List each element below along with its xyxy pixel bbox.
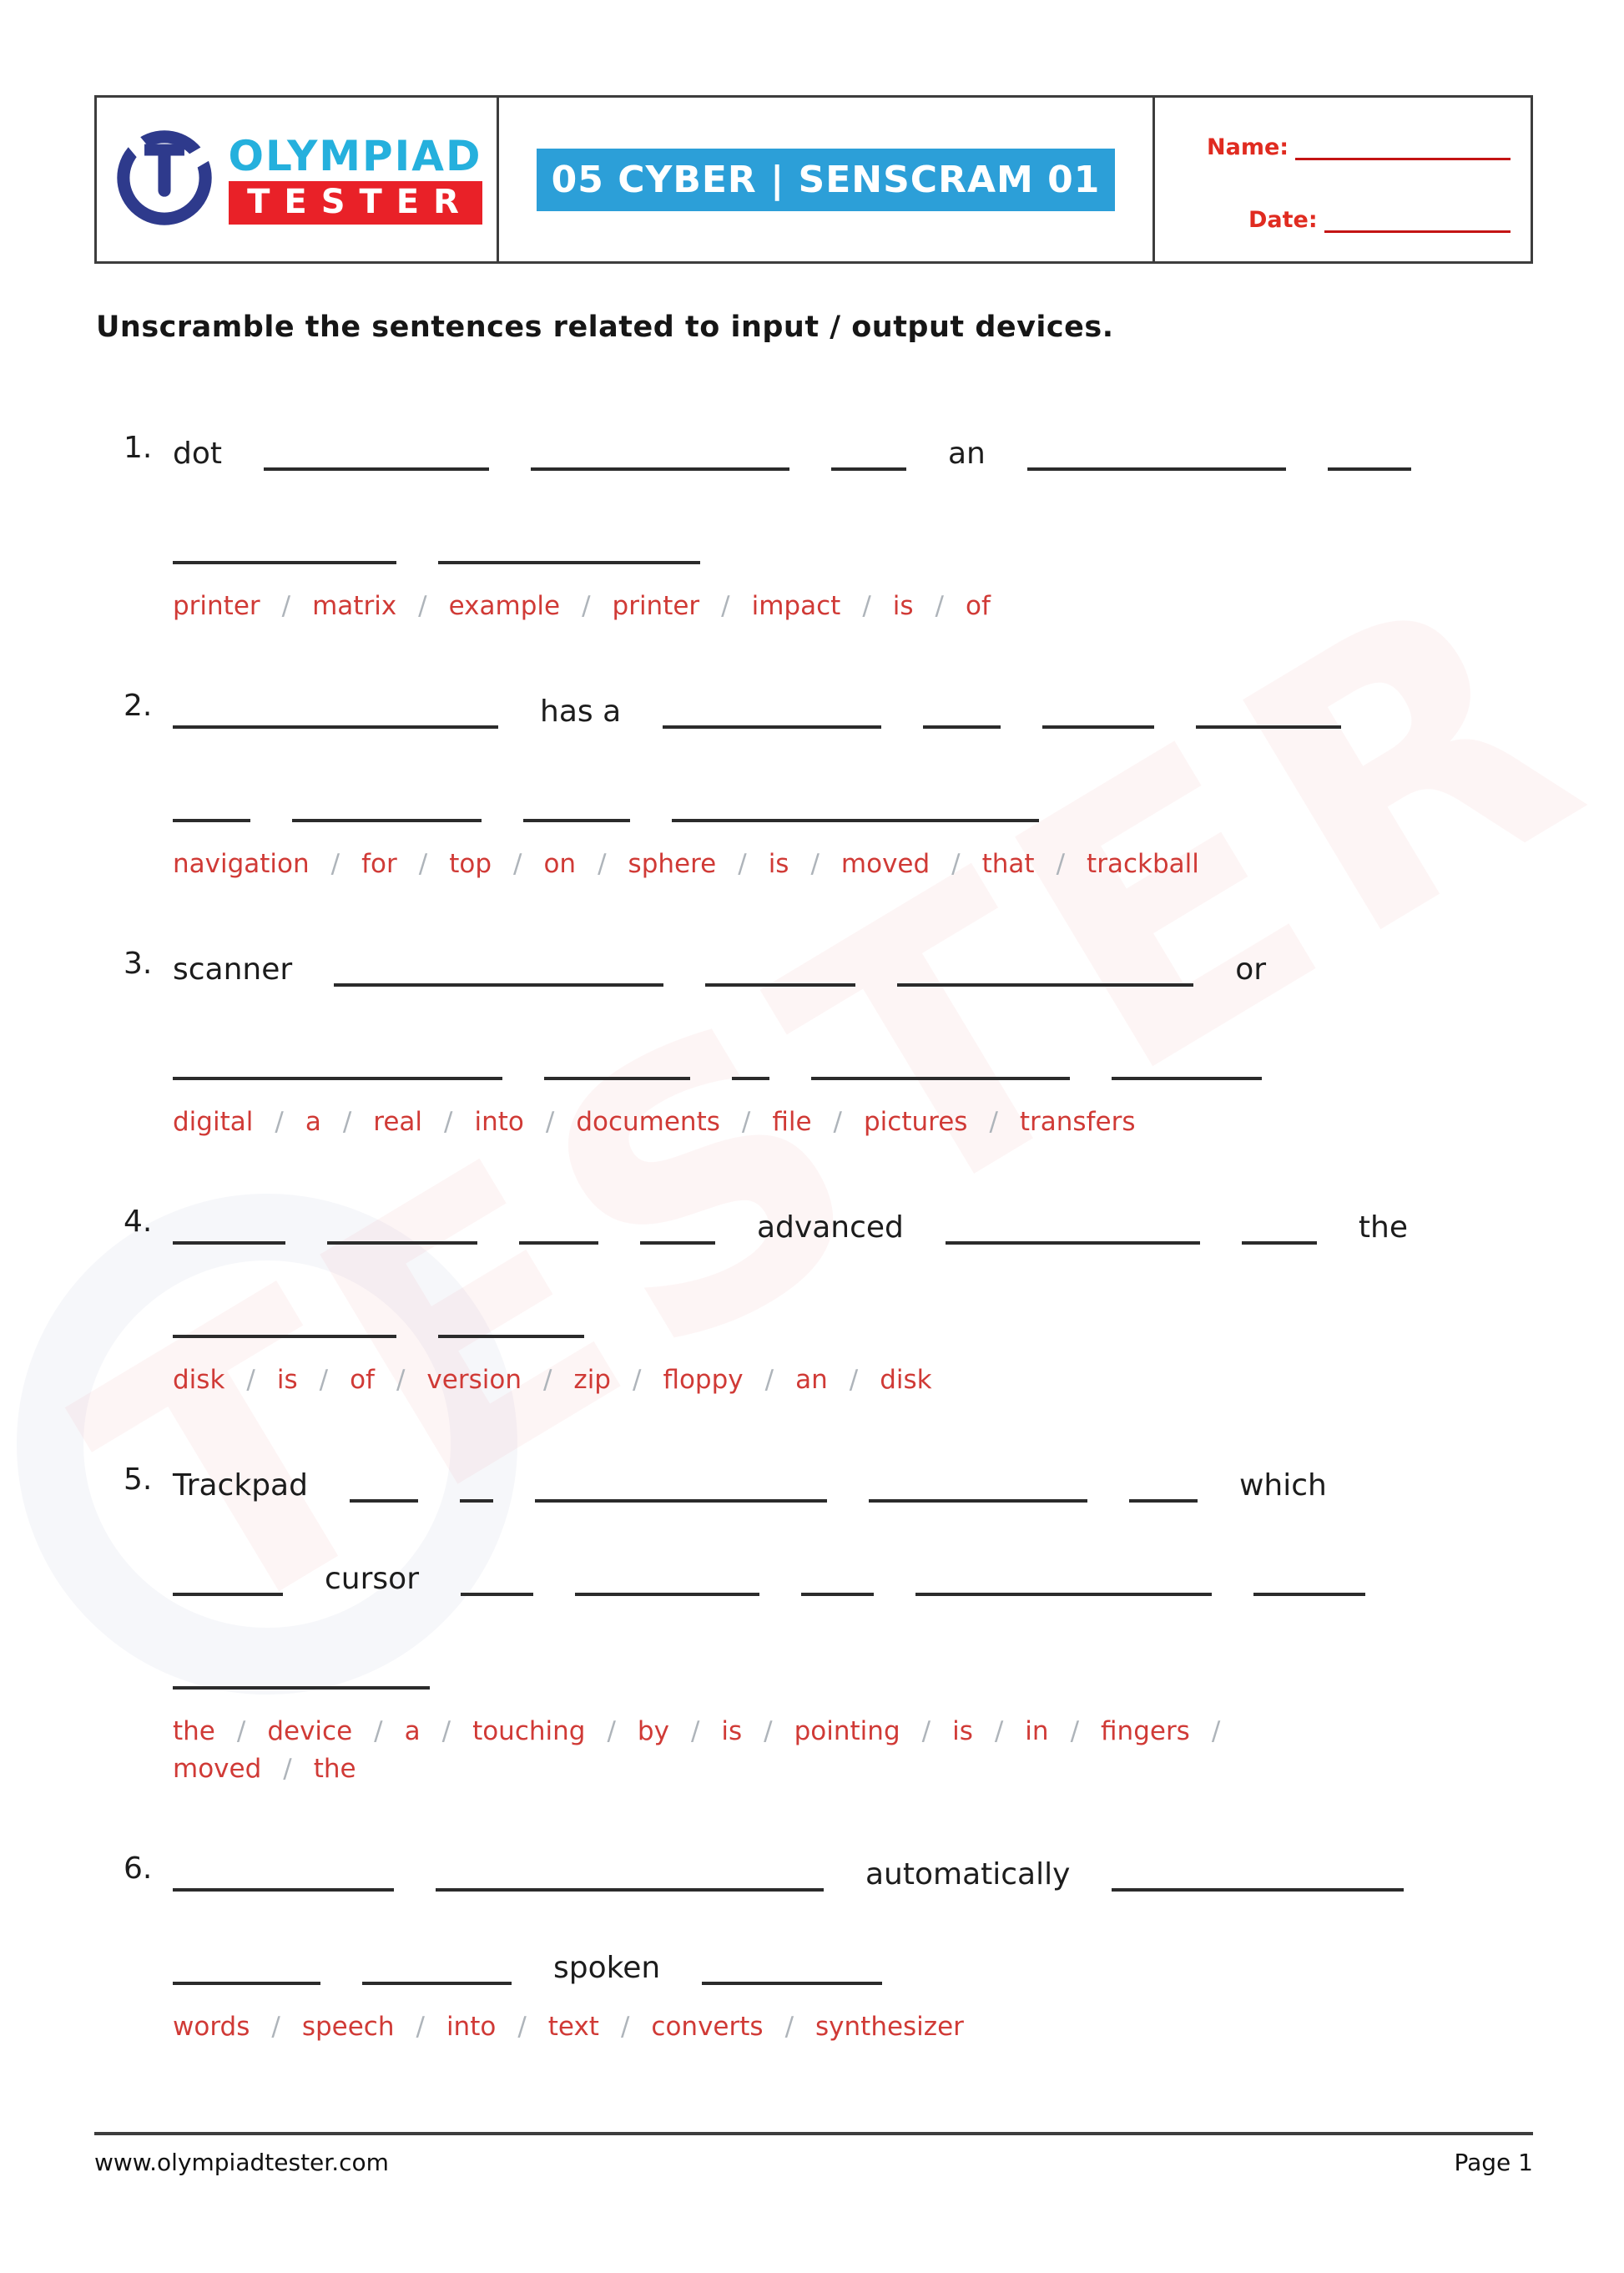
hint-separator: /: [271, 2012, 280, 2042]
question-word: or: [1235, 952, 1267, 987]
date-label: Date:: [1248, 207, 1318, 233]
hint-word: printer: [612, 591, 700, 621]
question-word: an: [948, 436, 986, 471]
answer-blank: [702, 1977, 882, 1985]
hint-separator: /: [935, 591, 944, 621]
hint-word: speech: [301, 2012, 395, 2042]
footer: [94, 2149, 1533, 2176]
answer-blank: [173, 1236, 285, 1245]
brand-tester-text: TESTER: [229, 181, 482, 225]
hint-word: into: [446, 2012, 497, 2042]
footer-page-number: Page 1: [1454, 2149, 1533, 2176]
hint-separator: /: [444, 1107, 453, 1137]
answer-blank: [173, 814, 250, 822]
question-word: Trackpad: [173, 1467, 308, 1503]
hint-word: for: [361, 849, 397, 879]
question-number: 4.: [124, 1205, 153, 1239]
answer-blank: [672, 814, 1039, 822]
hint-word: transfers: [1019, 1107, 1136, 1137]
hint-separator: /: [246, 1365, 255, 1395]
hint-word: trackball: [1087, 849, 1199, 879]
hint-words: [173, 1080, 1528, 1141]
hint-separator: /: [833, 1107, 842, 1137]
hint-word: a: [305, 1107, 321, 1137]
hint-word: fingers: [1101, 1716, 1190, 1746]
hint-word: into: [474, 1107, 524, 1137]
hint-word: navigation: [173, 849, 310, 879]
question-line: [173, 987, 1528, 1080]
question: [96, 1409, 1528, 1788]
question-word: automatically: [865, 1856, 1071, 1892]
question-line: [173, 1503, 1528, 1596]
hint-separator: /: [741, 1107, 751, 1137]
footer-divider: [94, 2132, 1533, 2135]
hint-separator: /: [620, 2012, 630, 2042]
hint-word: example: [448, 591, 561, 621]
hint-line: [173, 588, 1528, 625]
hint-word: digital: [173, 1107, 254, 1137]
hint-word: disk: [880, 1365, 932, 1395]
question-word: scanner: [173, 952, 293, 987]
answer-blank: [535, 1494, 827, 1503]
answer-blank: [173, 1681, 430, 1690]
hint-separator: /: [441, 1716, 451, 1746]
question-number: 3.: [124, 947, 153, 981]
hint-separator: /: [951, 849, 961, 879]
question-line: [173, 1892, 1528, 1985]
answer-blank: [1253, 1588, 1365, 1596]
question-word: dot: [173, 436, 222, 471]
hint-word: documents: [576, 1107, 720, 1137]
question-number: 5.: [124, 1462, 153, 1497]
question-number: 2.: [124, 689, 153, 723]
hint-separator: /: [582, 591, 591, 621]
hint-words: [173, 1985, 1528, 2046]
question-line: [173, 471, 1528, 564]
answer-blank: [264, 462, 489, 471]
logo: [97, 98, 499, 261]
hint-word: on: [543, 849, 577, 879]
hint-word: file: [772, 1107, 812, 1137]
hint-separator: /: [1056, 849, 1066, 879]
answer-blank: [438, 1330, 584, 1338]
hint-separator: /: [764, 1365, 774, 1395]
hint-word: sphere: [628, 849, 717, 879]
hint-separator: /: [283, 1754, 292, 1784]
hint-word: printer: [173, 591, 260, 621]
name-date-cell: [1155, 98, 1531, 261]
hint-separator: /: [921, 1716, 931, 1746]
question-number: 1.: [124, 431, 153, 465]
answer-blank: [173, 1977, 320, 1985]
answer-blank: [292, 814, 482, 822]
hint-separator: /: [517, 2012, 527, 2042]
hint-separator: /: [1211, 1716, 1221, 1746]
hint-separator: /: [275, 1107, 284, 1137]
answer-blank: [801, 1588, 874, 1596]
answer-blank: [334, 978, 663, 987]
answer-blank: [350, 1494, 418, 1503]
answer-blank: [831, 462, 906, 471]
question-word: which: [1238, 1467, 1327, 1503]
answer-blank: [663, 720, 881, 729]
hint-separator: /: [236, 1716, 246, 1746]
hint-word: converts: [651, 2012, 764, 2042]
hint-line: [173, 1361, 1528, 1399]
hint-word: floppy: [663, 1365, 744, 1395]
answer-blank: [923, 720, 1001, 729]
hint-word: the: [313, 1754, 356, 1784]
answer-blank: [173, 1072, 502, 1080]
question: [96, 1151, 1528, 1399]
answer-blank: [1242, 1236, 1317, 1245]
hint-word: is: [721, 1716, 743, 1746]
hint-words: [173, 822, 1528, 883]
hint-separator: /: [994, 1716, 1004, 1746]
hint-separator: /: [281, 591, 291, 621]
answer-blank: [1112, 1883, 1404, 1892]
answer-blank: [1196, 720, 1341, 729]
hint-word: zip: [573, 1365, 611, 1395]
hint-separator: /: [1070, 1716, 1080, 1746]
hint-word: moved: [840, 849, 931, 879]
question-word: spoken: [553, 1950, 661, 1985]
hint-separator: /: [598, 849, 607, 879]
answer-blank: [460, 1494, 493, 1503]
question-word: the: [1358, 1210, 1408, 1245]
hint-word: touching: [472, 1716, 586, 1746]
hint-words: [173, 1690, 1528, 1788]
answer-blank: [531, 462, 789, 471]
olympiad-tester-logo-icon: [112, 125, 217, 234]
hint-word: the: [173, 1716, 215, 1746]
question-line: [173, 1151, 1528, 1245]
hint-separator: /: [418, 849, 428, 879]
answer-blank: [461, 1588, 533, 1596]
hint-word: is: [276, 1365, 298, 1395]
question-word: advanced: [757, 1210, 904, 1245]
hint-separator: /: [396, 1365, 406, 1395]
hint-separator: /: [545, 1107, 555, 1137]
hint-word: that: [981, 849, 1035, 879]
question-line: [173, 635, 1528, 729]
hint-word: text: [547, 2012, 599, 2042]
answer-blank: [173, 1588, 283, 1596]
name-blank-line: [1295, 135, 1511, 160]
answer-blank: [732, 1072, 769, 1080]
question-line: [173, 893, 1528, 987]
hint-word: moved: [173, 1754, 262, 1784]
hint-separator: /: [607, 1716, 616, 1746]
hint-word: words: [173, 2012, 250, 2042]
question-line: [173, 1409, 1528, 1503]
hint-separator: /: [513, 849, 522, 879]
answer-blank: [362, 1977, 512, 1985]
instruction-text: Unscramble the sentences related to input / output devices.: [96, 311, 1114, 344]
hint-words: [173, 1338, 1528, 1399]
hint-word: in: [1025, 1716, 1049, 1746]
hint-line: [173, 1104, 1528, 1141]
question-word: has a: [540, 694, 622, 729]
hint-separator: /: [330, 849, 340, 879]
hint-line: [173, 846, 1528, 883]
hint-word: is: [768, 849, 789, 879]
question-line: [173, 1596, 1528, 1690]
logo-wordmark: [229, 134, 482, 225]
hint-separator: /: [632, 1365, 642, 1395]
answer-blank: [575, 1588, 759, 1596]
answer-blank: [1129, 1494, 1198, 1503]
answer-blank: [519, 1236, 598, 1245]
hint-separator: /: [989, 1107, 998, 1137]
answer-blank: [173, 556, 396, 564]
answer-blank: [897, 978, 1193, 987]
questions: [96, 377, 1528, 2046]
answer-blank: [946, 1236, 1200, 1245]
answer-blank: [173, 720, 498, 729]
hint-separator: /: [690, 1716, 700, 1746]
hint-word: a: [404, 1716, 421, 1746]
hint-separator: /: [542, 1365, 552, 1395]
hint-word: device: [267, 1716, 353, 1746]
hint-word: of: [965, 591, 991, 621]
title-cell: [499, 98, 1155, 261]
brand-olympiad-text: OLYMPIAD: [228, 132, 482, 181]
answer-blank: [173, 1330, 396, 1338]
hint-separator: /: [374, 1716, 383, 1746]
answer-blank: [436, 1883, 824, 1892]
hint-word: is: [892, 591, 914, 621]
answer-blank: [915, 1588, 1212, 1596]
question: [96, 893, 1528, 1141]
hint-word: an: [795, 1365, 828, 1395]
hint-word: impact: [751, 591, 841, 621]
hint-words: [173, 564, 1528, 625]
hint-separator: /: [721, 591, 730, 621]
answer-blank: [705, 978, 855, 987]
hint-word: of: [350, 1365, 375, 1395]
answer-blank: [811, 1072, 1070, 1080]
hint-separator: /: [849, 1365, 859, 1395]
answer-blank: [640, 1236, 715, 1245]
header: [94, 95, 1533, 264]
footer-website: www.olympiadtester.com: [94, 2149, 389, 2176]
question-line: [173, 729, 1528, 822]
hint-separator: /: [418, 591, 427, 621]
answer-blank: [327, 1236, 477, 1245]
hint-word: disk: [173, 1365, 225, 1395]
question: [96, 635, 1528, 883]
hint-separator: /: [416, 2012, 425, 2042]
hint-line: [173, 1750, 1528, 1788]
hint-word: is: [952, 1716, 973, 1746]
question: [96, 1798, 1528, 2046]
answer-blank: [173, 1883, 394, 1892]
answer-blank: [544, 1072, 690, 1080]
question-line: [173, 1245, 1528, 1338]
answer-blank: [523, 814, 630, 822]
hint-separator: /: [764, 1716, 773, 1746]
hint-word: synthesizer: [815, 2012, 964, 2042]
question-word: cursor: [325, 1561, 419, 1596]
hint-word: real: [373, 1107, 423, 1137]
answer-blank: [1328, 462, 1411, 471]
hint-word: pictures: [864, 1107, 968, 1137]
hint-word: version: [426, 1365, 522, 1395]
hint-word: pointing: [794, 1716, 900, 1746]
answer-blank: [1027, 462, 1286, 471]
hint-separator: /: [862, 591, 871, 621]
hint-separator: /: [738, 849, 747, 879]
hint-line: [173, 2008, 1528, 2046]
name-label: Name:: [1207, 134, 1289, 160]
hint-word: matrix: [312, 591, 397, 621]
question-line: [173, 1798, 1528, 1892]
question-number: 6.: [124, 1851, 153, 1886]
hint-word: top: [449, 849, 492, 879]
question: [96, 377, 1528, 625]
worksheet-body: [96, 311, 1528, 2056]
hint-word: by: [637, 1716, 669, 1746]
hint-separator: /: [810, 849, 820, 879]
hint-line: [173, 1713, 1528, 1750]
worksheet-title: 05 CYBER | SENSCRAM 01: [537, 149, 1116, 211]
answer-blank: [438, 556, 700, 564]
answer-blank: [869, 1494, 1087, 1503]
hint-separator: /: [784, 2012, 794, 2042]
answer-blank: [1112, 1072, 1262, 1080]
answer-blank: [1042, 720, 1154, 729]
hint-separator: /: [342, 1107, 352, 1137]
hint-separator: /: [319, 1365, 329, 1395]
question-line: [173, 377, 1528, 471]
date-blank-line: [1324, 208, 1511, 233]
